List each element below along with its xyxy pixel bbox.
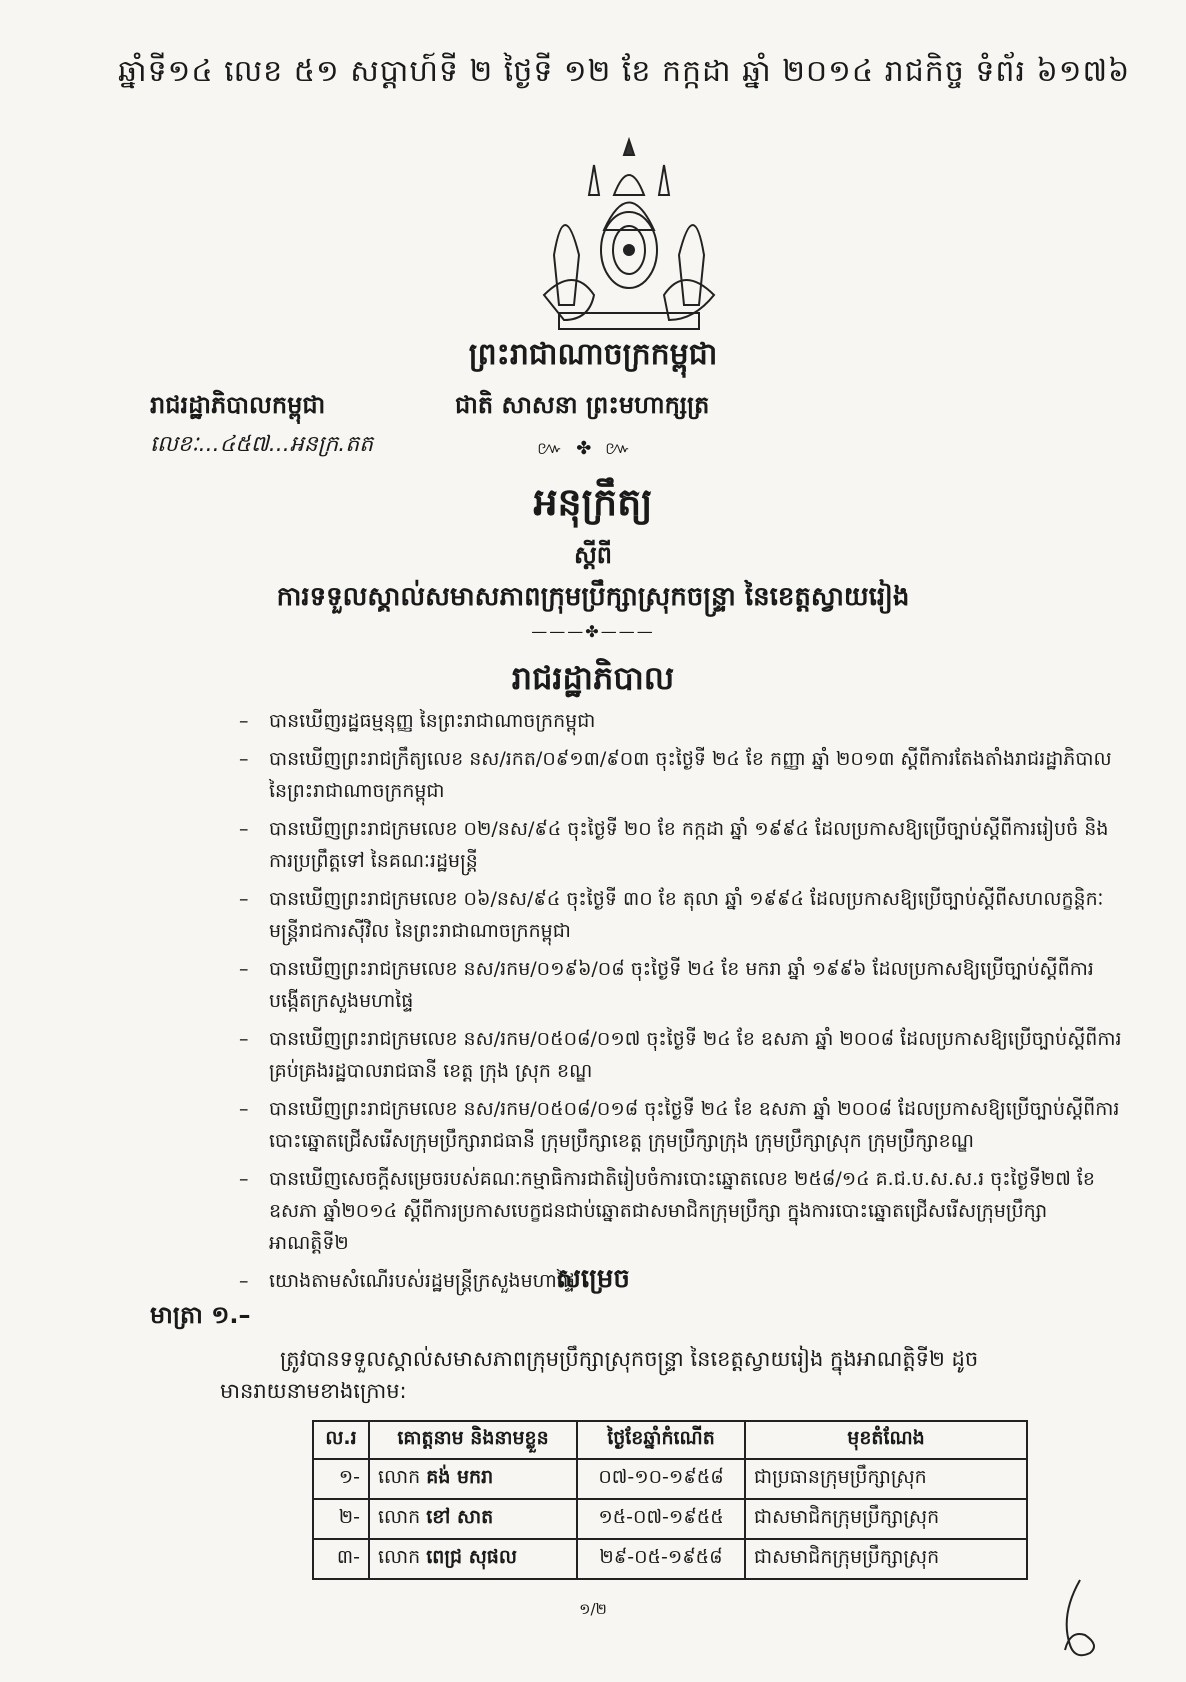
cell-name [369,1459,577,1499]
national-motto: ជាតិ សាសនា ព្រះមហាក្សត្រ [455,391,710,419]
cell-position: ជាប្រធានក្រុមប្រឹក្សាស្រុក [745,1459,1027,1499]
list-item [239,813,1125,877]
article-1-text: ត្រូវបានទទួលស្គាល់សមាសភាពក្រុមប្រឹក្សាស្រុកចន្រ្ទា នៃខេត្តស្វាយរៀង ក្នុងអាណត្តិទី២ ដូច [280,1347,979,1371]
visa-text: បានឃើញរដ្ឋធម្មនុញ្ញ នៃព្រះរាជាណាចក្រកម្ពុជា [269,710,596,732]
visa-text: បានឃើញព្រះរាជក្រឹត្យលេខ នស/រកត/០៩១៣/៩០៣ ចុះថ្ងៃទី ២៤ ខែ កញ្ញា ឆ្នាំ ២០១៣ ស្តីពីការតែងតាំងរាជរដ្ឋាភិបាល នៃព្រះរាជាណាចក្រកម្ពុជា [269,748,1112,802]
cell-dob: ០៧-១០-១៩៥៨ [577,1459,745,1499]
article-1-label: មាត្រា ១.– [150,1301,251,1329]
cell-position: ជាសមាជិកក្រុមប្រឹក្សាស្រុក [745,1499,1027,1539]
member-name: ពេជ្រ សុផល [426,1546,517,1568]
gazette-header: ឆ្នាំទី១៤ លេខ ៥១ សប្តាហ៍ទី ២ ថ្ងៃទី ១២ ខែ កក្កដា ឆ្នាំ ២០១៤ រាជកិច្ច ទំព័រ ៦១៧៦ [118,54,1131,89]
honorific: លោក [378,1466,421,1488]
decision-heading: សម្រេច [556,1264,630,1294]
on-label: ស្តីពី [573,541,613,569]
list-dash: – [239,888,249,910]
table-header-row [313,1421,1027,1459]
list-item [239,743,1125,807]
visa-text: បានឃើញព្រះរាជក្រមលេខ ០២/នស/៩៤ ចុះថ្ងៃទី ២០ ខែ កក្កដា ឆ្នាំ ១៩៩៤ ដែលប្រកាសឱ្យប្រើច្បាប់ស្តីពីការរៀបចំ និងការប្រព្រឹត្តទៅ នៃគណៈរដ្ឋមន្ត្រី [269,818,1109,872]
list-item [239,705,1125,737]
visa-text: បានឃើញព្រះរាជក្រមលេខ នស/រកម/០៥០៨/០១៧ ចុះថ្ងៃទី ២៤ ខែ ឧសភា ឆ្នាំ ២០០៨ ដែលប្រកាសឱ្យប្រើច្បាប់ស្តីពីការគ្រប់គ្រងរដ្ឋបាលរាជធានី ខេត្ត ក្រុង ស្រុក ខណ្ឌ [269,1028,1122,1082]
list-item [239,953,1125,1017]
list-item [239,1093,1125,1157]
body-title: រាជរដ្ឋាភិបាល [511,659,675,697]
article-1-text-continued: មានរាយនាមខាងក្រោម: [220,1379,407,1403]
header-position: មុខតំណែង [745,1421,1027,1459]
honorific: លោក [378,1506,421,1528]
visa-text: បានឃើញសេចក្តីសម្រេចរបស់គណៈកម្មាធិការជាតិរៀបចំការបោះឆ្នោតលេខ ២៥៨/១៤ គ.ជ.ប.ស.ស.រ ចុះថ្ងៃទី២៧ ខែឧសភា ឆ្នាំ២០១៤ ស្តីពីការប្រកាសបេក្ខជនជាប់ឆ្នោតជាសមាជិកក្រុមប្រឹក្សា ក្នុងការបោះឆ្នោតជ្រើសរើសក្រុមប្រឹក្សា អាណត្តិទី២ [269,1168,1095,1254]
list-dash: – [239,818,249,840]
kingdom-title: ព្រះរាជាណាចក្រកម្ពុជា [468,337,718,372]
visa-text: បានឃើញព្រះរាជក្រមលេខ ០៦/នស/៩៤ ចុះថ្ងៃទី ៣០ ខែ តុលា ឆ្នាំ ១៩៩៤ ដែលប្រកាសឱ្យប្រើច្បាប់ស្តីពីសហលក្ខន្តិកៈមន្ត្រីរាជការស៊ីវិល នៃព្រះរាជាណាចក្រកម្ពុជា [269,888,1104,942]
visa-text: បានឃើញព្រះរាជក្រមលេខ នស/រកម/០១៩៦/០៨ ចុះថ្ងៃទី ២៤ ខែ មករា ឆ្នាំ ១៩៩៦ ដែលប្រកាសឱ្យប្រើច្បាប់ស្តីពីការបង្កើតក្រសួងមហាផ្ទៃ [269,958,1094,1012]
visa-text: បានឃើញព្រះរាជក្រមលេខ នស/រកម/០៥០៨/០១៨ ចុះថ្ងៃទី ២៤ ខែ ឧសភា ឆ្នាំ ២០០៨ ដែលប្រកាសឱ្យប្រើច្បាប់ស្តីពីការបោះឆ្នោតជ្រើសរើសក្រុមប្រឹក្សារាជធានី ក្រុមប្រឹក្សាខេត្ត ក្រុមប្រឹក្សាក្រុង ក្រុមប្រឹក្សាស្រុក ក្រុមប្រឹក្សាខណ្ឌ [269,1098,1120,1152]
cell-dob: ២៩-០៥-១៩៥៨ [577,1539,745,1579]
visa-list [239,705,1125,1303]
signature-initial-icon [1040,1575,1110,1665]
list-dash: – [239,1270,249,1292]
list-item [239,883,1125,947]
list-dash: – [239,1168,249,1190]
table-row [313,1499,1027,1539]
government-header: រាជរដ្ឋាភិបាលកម្ពុជា [150,391,326,419]
document-subject: ការទទួលស្គាល់សមាសភាពក្រុមប្រឹក្សាស្រុកចន្រ្ទា នៃខេត្តស្វាយរៀង [276,582,910,612]
list-item [239,1023,1125,1087]
list-item [239,1163,1125,1259]
list-dash: – [239,1098,249,1120]
cell-no: ១- [313,1459,369,1499]
cell-no: ៣- [313,1539,369,1579]
header-name: គោត្តនាម និងនាមខ្លួន [369,1421,577,1459]
document-title: អនុក្រឹត្យ [533,480,653,524]
cell-name [369,1539,577,1579]
table-row [313,1539,1027,1579]
header-dob: ថ្ងៃខែឆ្នាំកំណើត [577,1421,745,1459]
header-no: ល.រ [313,1421,369,1459]
separator-ornament: ———✤——— [531,622,655,641]
royal-coat-of-arms-icon [534,135,724,335]
motto-ornament: ៚ ✤ ៚ [537,438,635,459]
page-number: ១/២ [579,1600,607,1618]
cell-dob: ១៥-០៧-១៩៥៥ [577,1499,745,1539]
list-dash: – [239,958,249,980]
members-table [312,1420,1028,1580]
cell-no: ២- [313,1499,369,1539]
cell-position: ជាសមាជិកក្រុមប្រឹក្សាស្រុក [745,1539,1027,1579]
list-dash: – [239,710,249,732]
member-name: គង់ មករា [426,1466,494,1488]
list-dash: – [239,748,249,770]
visa-text: យោងតាមសំណើរបស់រដ្ឋមន្ត្រីក្រសួងមហាផ្ទៃ [269,1270,575,1292]
document-number: លេខៈ...៤៥៧...អនក្រ.តត [150,432,374,457]
table-row [313,1459,1027,1499]
honorific: លោក [378,1546,421,1568]
cell-name [369,1499,577,1539]
member-name: ខៅ សាត [426,1506,494,1528]
list-dash: – [239,1028,249,1050]
